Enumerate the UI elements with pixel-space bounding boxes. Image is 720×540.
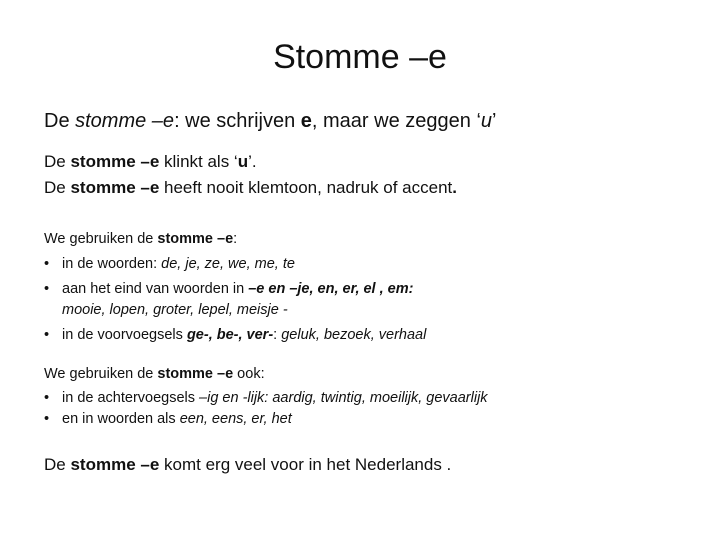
bullet-icon: • — [44, 256, 50, 272]
list-item-continuation: mooie, lopen, groter, lepel, meisje - — [62, 302, 288, 318]
text-span: heeft nooit klemtoon, nadruk of accent — [159, 178, 453, 197]
page-title: Stomme –e — [273, 38, 447, 76]
sound-emphasis: u — [480, 110, 493, 132]
text-span: ’. — [248, 152, 257, 171]
term-emphasis: stomme –e — [157, 366, 234, 382]
list-item — [44, 390, 488, 406]
text-span: De — [44, 152, 71, 171]
example-words: een, eens, er, het — [179, 411, 292, 427]
stress-line — [44, 178, 457, 198]
example-words: geluk, bezoek, verhaal — [281, 327, 427, 343]
text-span: ook: — [233, 366, 265, 382]
bullet-icon: • — [44, 327, 50, 343]
text-span: in de voorvoegsels — [62, 327, 187, 343]
list-item — [44, 411, 292, 427]
text-span: komt erg veel voor in het Nederlands . — [159, 455, 452, 474]
text-span: in de woorden: — [62, 256, 162, 272]
list-item — [44, 281, 413, 297]
list-item — [44, 327, 426, 343]
bullet-icon: • — [44, 281, 50, 297]
sound-emphasis: u — [237, 152, 249, 171]
prefix-list: ge-, be-, ver- — [186, 327, 274, 343]
section2-intro — [44, 366, 265, 382]
closing-line — [44, 455, 451, 475]
text-span: in de achtervoegsels — [62, 390, 200, 406]
text-span: : — [233, 231, 238, 247]
term-emphasis: stomme –e — [75, 110, 175, 132]
suffix-list: –e en –je, en, er, el , em: — [248, 281, 414, 297]
text-span: De — [44, 455, 71, 474]
text-span: , maar we zeggen ‘ — [311, 110, 481, 132]
bullet-icon: • — [44, 411, 50, 427]
text-span: : — [273, 327, 282, 343]
example-words: de, je, ze, we, me, te — [161, 256, 295, 272]
text-span: De — [44, 110, 76, 132]
text-span: klinkt als ‘ — [159, 152, 238, 171]
term-emphasis: stomme –e — [70, 152, 160, 171]
text-span: We gebruiken de — [44, 366, 158, 382]
text-span: . — [452, 178, 457, 197]
bullet-icon: • — [44, 390, 50, 406]
text-span: en in woorden als — [62, 411, 180, 427]
suffix-examples: –ig en -lijk: aardig, twintig, moeilijk, gevaarlijk — [199, 390, 488, 406]
section1-intro — [44, 231, 237, 247]
term-emphasis: stomme –e — [157, 231, 234, 247]
letter-emphasis: e — [300, 110, 312, 132]
text-span: We gebruiken de — [44, 231, 158, 247]
intro-line — [44, 110, 496, 133]
text-span: ’ — [492, 110, 497, 132]
text-span: De — [44, 178, 71, 197]
text-span: : we schrijven — [174, 110, 301, 132]
term-emphasis: stomme –e — [70, 455, 160, 474]
pronunciation-line — [44, 152, 257, 172]
list-item — [44, 256, 295, 272]
term-emphasis: stomme –e — [70, 178, 160, 197]
text-span: aan het eind van woorden in — [62, 281, 249, 297]
